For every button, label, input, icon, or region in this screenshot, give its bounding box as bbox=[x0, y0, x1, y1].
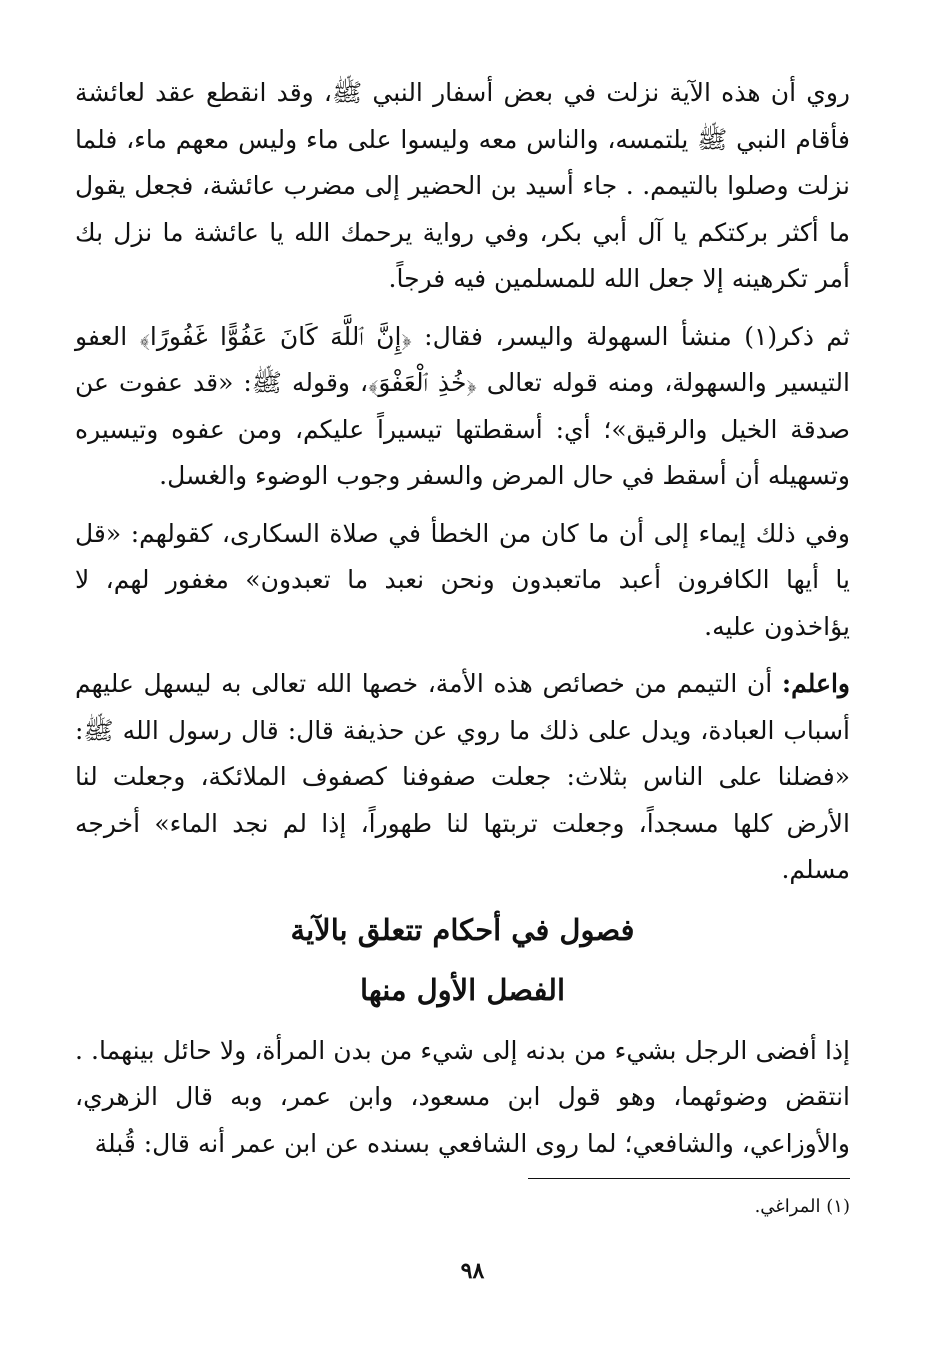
section-title: فصول في أحكام تتعلق بالآية bbox=[290, 912, 635, 947]
paragraph-4 bbox=[75, 661, 850, 894]
chapter-title: الفصل الأول منها bbox=[359, 972, 566, 1007]
paragraph-1-text: روي أن هذه الآية نزلت في بعض أسفار النبي ﷺ، وقد انقطع عقد لعائشة فأقام النبي ﷺ يلتمسه، والناس معه وليسوا على ماء وليس معهم ماء، فلما نزلت وصلوا بالتيمم. . جاء أسيد بن الحضير إلى مضرب عائشة، فجعل يقول ما أكثر بركتكم يا آل أبي بكر، وفي رواية يرحمك الله يا عائشة ما نزل بك أمر تكرهينه إلا جعل الله للمسلمين فيه فرجاً. bbox=[75, 78, 850, 293]
final-paragraph bbox=[75, 1028, 850, 1168]
paragraph-2-text: ثم ذكر(١) منشأ السهولة واليسر، فقال: ﴿إِنَّ ٱللَّهَ كَانَ عَفُوًّا غَفُورًا﴾ العفو التيسير والسهولة، ومنه قوله تعالى ﴿خُذِ ٱلْعَفْوَ﴾، وقوله ﷺ: «قد عفوت عن صدقة الخيل والرقيق»؛ أي: أسقطتها تيسيراً عليكم، ومن عفوه وتيسيره وتسهيله أن أسقط في حال المرض والسفر وجوب الوضوء والغسل. bbox=[75, 321, 851, 490]
paragraph-2 bbox=[75, 314, 850, 500]
footnote-divider bbox=[528, 1178, 850, 1179]
page-body bbox=[75, 70, 850, 1178]
paragraph-3 bbox=[75, 511, 850, 651]
paragraph-4-text: أن التيمم من خصائص هذه الأمة، خصها الله تعالى به ليسهل عليهم أسباب العبادة، ويدل على ذلك ما روي عن حذيفة قال: قال رسول الله ﷺ: «فضلنا على الناس بثلاث: جعلت صفوفنا كصفوف الملائكة، وجعلت لنا الأرض كلها مسجداً، وجعلت تربتها لنا طهوراً، إذا لم نجد الماء» أخرجه مسلم. bbox=[75, 669, 850, 884]
paragraph-1 bbox=[75, 70, 850, 303]
page-number: ٩٨ bbox=[460, 1258, 485, 1284]
footnote: (١) المراغي. bbox=[754, 1196, 850, 1217]
final-paragraph-text: إذا أفضى الرجل بشيء من بدنه إلى شيء من بدن المرأة، ولا حائل بينهما. . انتقض وضوئهما، وهو قول ابن مسعود، وابن عمر، وبه قال الزهري، والأوزاعي، والشافعي؛ لما روى الشافعي بسنده عن ابن عمر أنه قال: قُبلة bbox=[75, 1035, 850, 1158]
paragraph-4-lead: واعلم: bbox=[781, 669, 850, 698]
paragraph-3-text: وفي ذلك إيماء إلى أن ما كان من الخطأ في صلاة السكارى، كقولهم: «قل يا أيها الكافرون أعبد ماتعبدون ونحن نعبد ما تعبدون» مغفور لهم، لا يؤاخذون عليه. bbox=[75, 518, 850, 641]
